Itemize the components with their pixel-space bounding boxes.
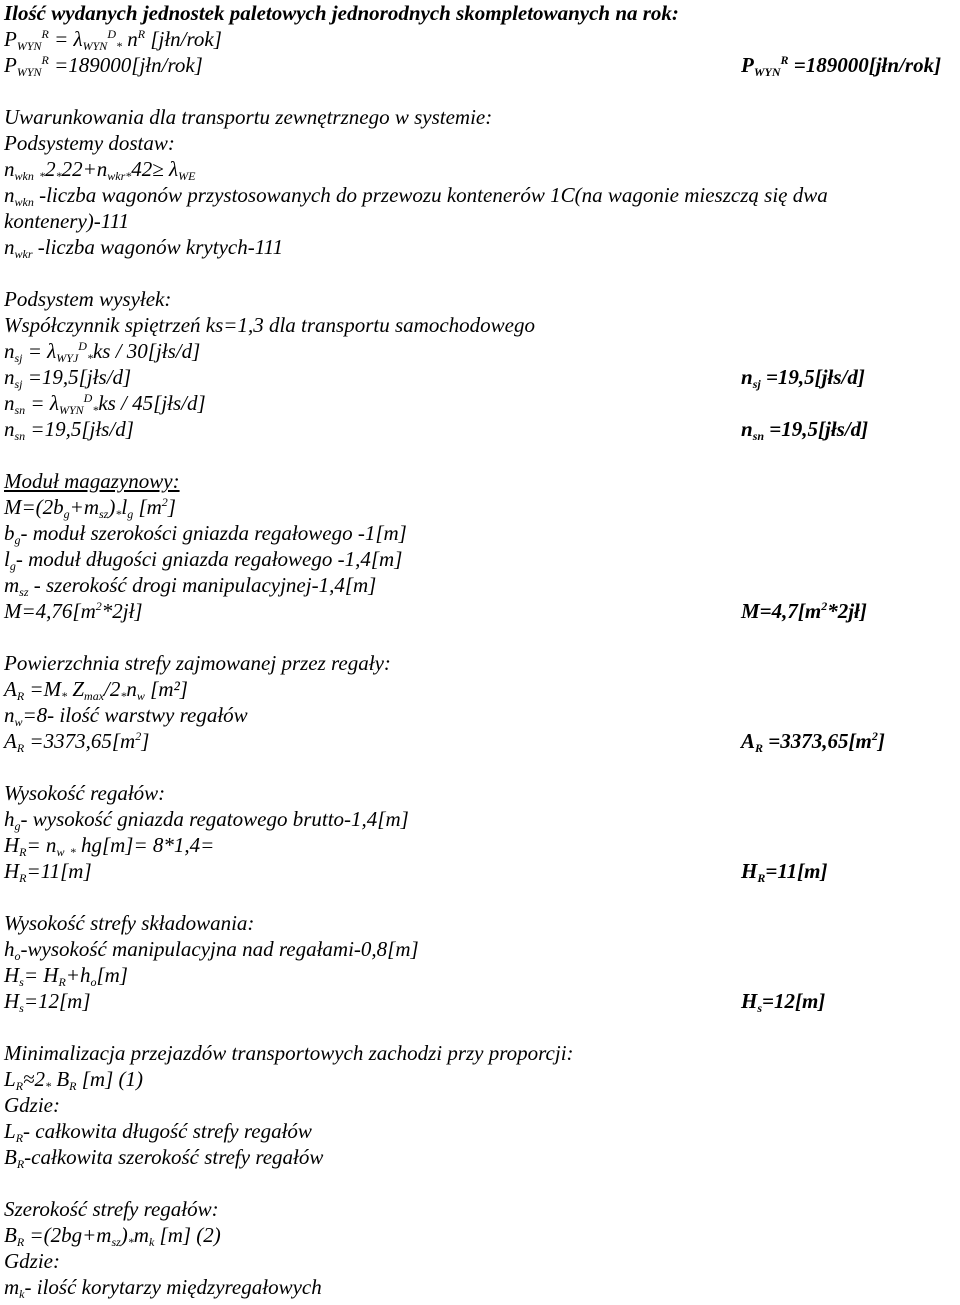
text-line: Podsystem wysyłek: xyxy=(4,287,172,311)
text-line: Szerokość strefy regałów: xyxy=(4,1197,219,1221)
text-line: $B_R$-całkowita szerokość strefy regałów xyxy=(4,1145,324,1171)
result-value: $A_R =3373,65[m^2]$ xyxy=(741,729,885,755)
text-line: $L_R\approx 2_*$ $B_R$ [m] (1) xyxy=(4,1067,143,1093)
text-line: $H_R=11[m]$ xyxy=(4,859,92,885)
text-line: $b_g-$ moduł szerokości gniazda regałowego -1[m] xyxy=(4,521,407,547)
text-line: Minimalizacja przejazdów transportowych zachodzi przy proporcji: xyxy=(4,1041,574,1065)
text-line: $m_k-$ ilość korytarzy międzyregałowych xyxy=(4,1275,322,1301)
text-line: $h_g-$ wysokość gniazda regatowego brutto-1,4[m] xyxy=(4,807,409,833)
text-line: $M=4,76[m^2*2jł]$ xyxy=(4,599,143,623)
text-line: $m_{sz}$ - szerokość drogi manipulacyjnej-1,4[m] xyxy=(4,573,377,599)
result-value: $M=4,7[m^2*2jł]$ xyxy=(741,599,867,623)
text-line: Moduł magazynowy: xyxy=(4,469,180,493)
text-line: kontenery)-111 xyxy=(4,209,130,233)
text-line: $n_{wkn}$ -liczba wagonów przystosowanych do przewozu kontenerów 1C(na wagonie mieszczą się dwa xyxy=(4,183,828,209)
result-value: $n_{sj}$ =19,5[jłs/d] xyxy=(741,365,865,391)
text-line: $A_R =3373,65[m^2]$ xyxy=(4,729,150,755)
result-value: $H_s=12[m]$ xyxy=(741,989,826,1015)
text-line: Gdzie: xyxy=(4,1249,60,1273)
result-value: $H_R=11[m]$ xyxy=(741,859,828,885)
text-line: Powierzchnia strefy zajmowanej przez regały: xyxy=(4,651,391,675)
text-line: $n_w=8-$ ilość warstwy regałów xyxy=(4,703,248,729)
text-line: $P_{WYN}^R = \lambda_{WYN}^D_*$ $n^R$ [jłn/rok] xyxy=(4,27,222,53)
text-line: $n_{sn}$ =19,5[jłs/d] xyxy=(4,417,134,443)
text-line: $n_{sn} = \lambda_{WYN}^D_*ks$ / 45[jłs/d] xyxy=(4,391,206,417)
text-line: Wysokość strefy składowania: xyxy=(4,911,255,935)
text-line: Podsystemy dostaw: xyxy=(4,131,175,155)
text-line: Wysokość regałów: xyxy=(4,781,166,805)
text-line: $P_{WYN}^R$ =189000[jłn/rok] xyxy=(4,53,203,79)
text-line: $M=(2b_g+m_{sz})_*l_g$ $[m^2]$ xyxy=(4,495,176,521)
text-line: $l_g-$ moduł długości gniazda regałowego -1,4[m] xyxy=(4,547,403,573)
text-line: $H_s= H_R+h_o[m]$ xyxy=(4,963,128,989)
text-line: $H_s=12[m]$ xyxy=(4,989,91,1015)
text-line: $B_R =(2bg+m_{sz})_*m_k$ [m] (2) xyxy=(4,1223,221,1249)
text-line: Uwarunkowania dla transportu zewnętrznego w systemie: xyxy=(4,105,493,129)
text-line: $h_o$-wysokość manipulacyjna nad regałami-0,8[m] xyxy=(4,937,419,963)
text-line: $A_R =M_*$ $Z_{max}/2_*n_w$ [m²] xyxy=(4,677,188,703)
text-line: Współczynnik spiętrzeń ks=1,3 dla transportu samochodowego xyxy=(4,313,535,337)
text-line: $H_R= n_w$ $_*$ hg[m]= 8*1,4= xyxy=(4,833,215,859)
text-line: $n_{sj} = \lambda_{WYJ}^D_*ks$ / 30[jłs/d] xyxy=(4,339,201,365)
text-line: Gdzie: xyxy=(4,1093,60,1117)
text-line: $n_{sj}$ =19,5[jłs/d] xyxy=(4,365,132,391)
result-value: $P_{WYN}^R$ =189000[jłn/rok] xyxy=(741,53,942,79)
text-line: $n_{wkn}$ $_*2_*22+n_{wkr*}42\ge \lambda_{WE}$ xyxy=(4,157,196,183)
text-line: Ilość wydanych jednostek paletowych jednorodnych skompletowanych na rok: xyxy=(4,1,679,25)
text-line: $L_R-$ całkowita długość strefy regałów xyxy=(4,1119,312,1145)
text-line: $n_{wkr}$ -liczba wagonów krytych-111 xyxy=(4,235,284,261)
result-value: $n_{sn}$ =19,5[jłs/d] xyxy=(741,417,869,443)
